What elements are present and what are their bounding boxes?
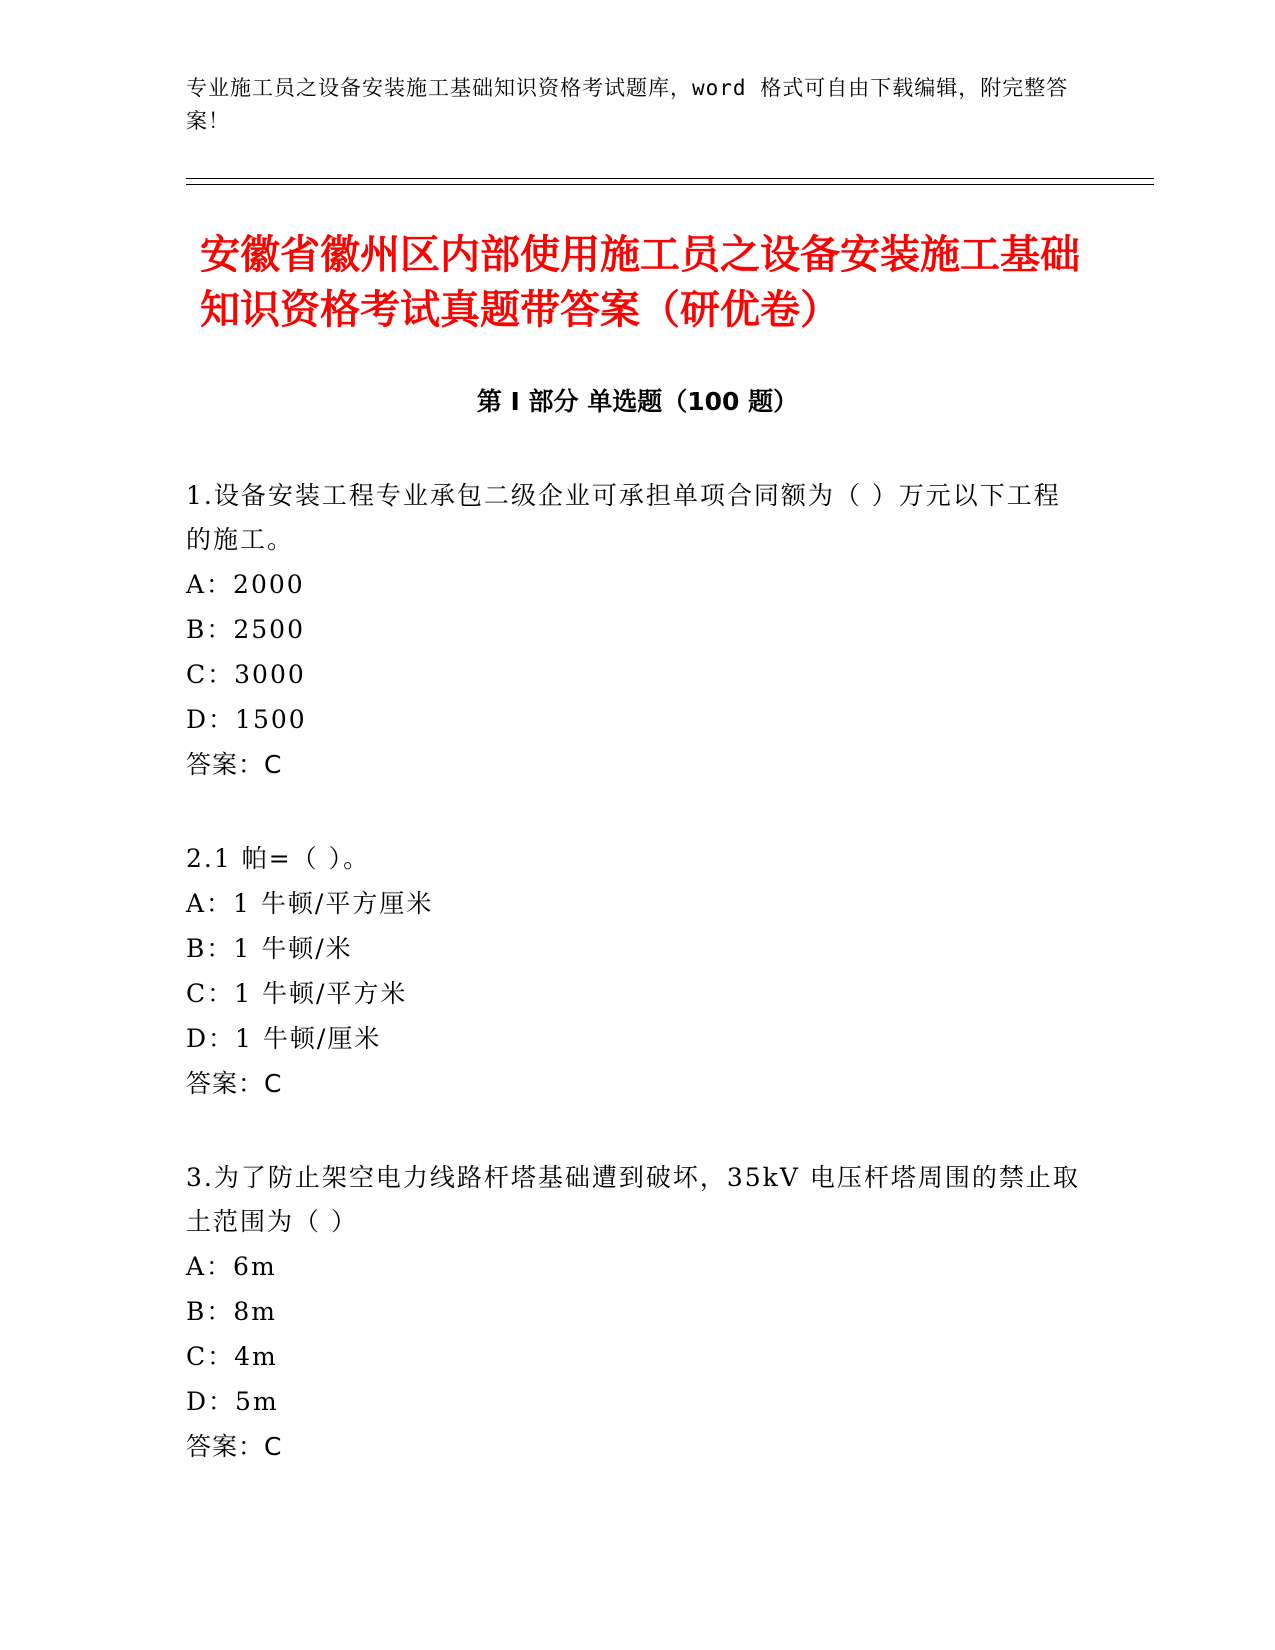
header-divider-top [186, 178, 1154, 179]
option-c: C：4m [186, 1342, 278, 1371]
answer: 答案：C [186, 1432, 283, 1461]
option-b: B：1 牛顿/米 [186, 934, 353, 963]
option-d: D：1500 [186, 705, 307, 734]
document-title: 安徽省徽州区内部使用施工员之设备安装施工基础知识资格考试真题带答案（研优卷） [200, 232, 1080, 333]
question-stem: 1.设备安装工程专业承包二级企业可承担单项合同额为（ ）万元以下工程的施工。 [186, 481, 1061, 554]
option-d: D：5m [186, 1387, 279, 1416]
option-d: D：1 牛顿/厘米 [186, 1024, 382, 1053]
option-a: A：1 牛顿/平方厘米 [186, 889, 434, 918]
question-stem: 3.为了防止架空电力线路杆塔基础遭到破坏，35kV 电压杆塔周围的禁止取土范围为（ ） [186, 1163, 1080, 1236]
question-1 [186, 474, 1086, 788]
option-c: C：3000 [186, 660, 306, 689]
question-stem: 2.1 帕=（ ）。 [186, 844, 371, 873]
question-3 [186, 1156, 1086, 1470]
option-a: A：2000 [186, 570, 305, 599]
answer: 答案：C [186, 750, 283, 779]
question-2 [186, 837, 1086, 1107]
option-c: C：1 牛顿/平方米 [186, 979, 408, 1008]
header-divider-bottom [186, 184, 1154, 185]
header-note: 专业施工员之设备安装施工基础知识资格考试题库，word 格式可自由下载编辑，附完整答案！ [186, 76, 1069, 133]
option-b: B：8m [186, 1297, 277, 1326]
answer: 答案：C [186, 1069, 283, 1098]
option-b: B：2500 [186, 615, 305, 644]
section-heading: 第 I 部分 单选题（100 题） [476, 387, 799, 416]
option-a: A：6m [186, 1252, 277, 1281]
